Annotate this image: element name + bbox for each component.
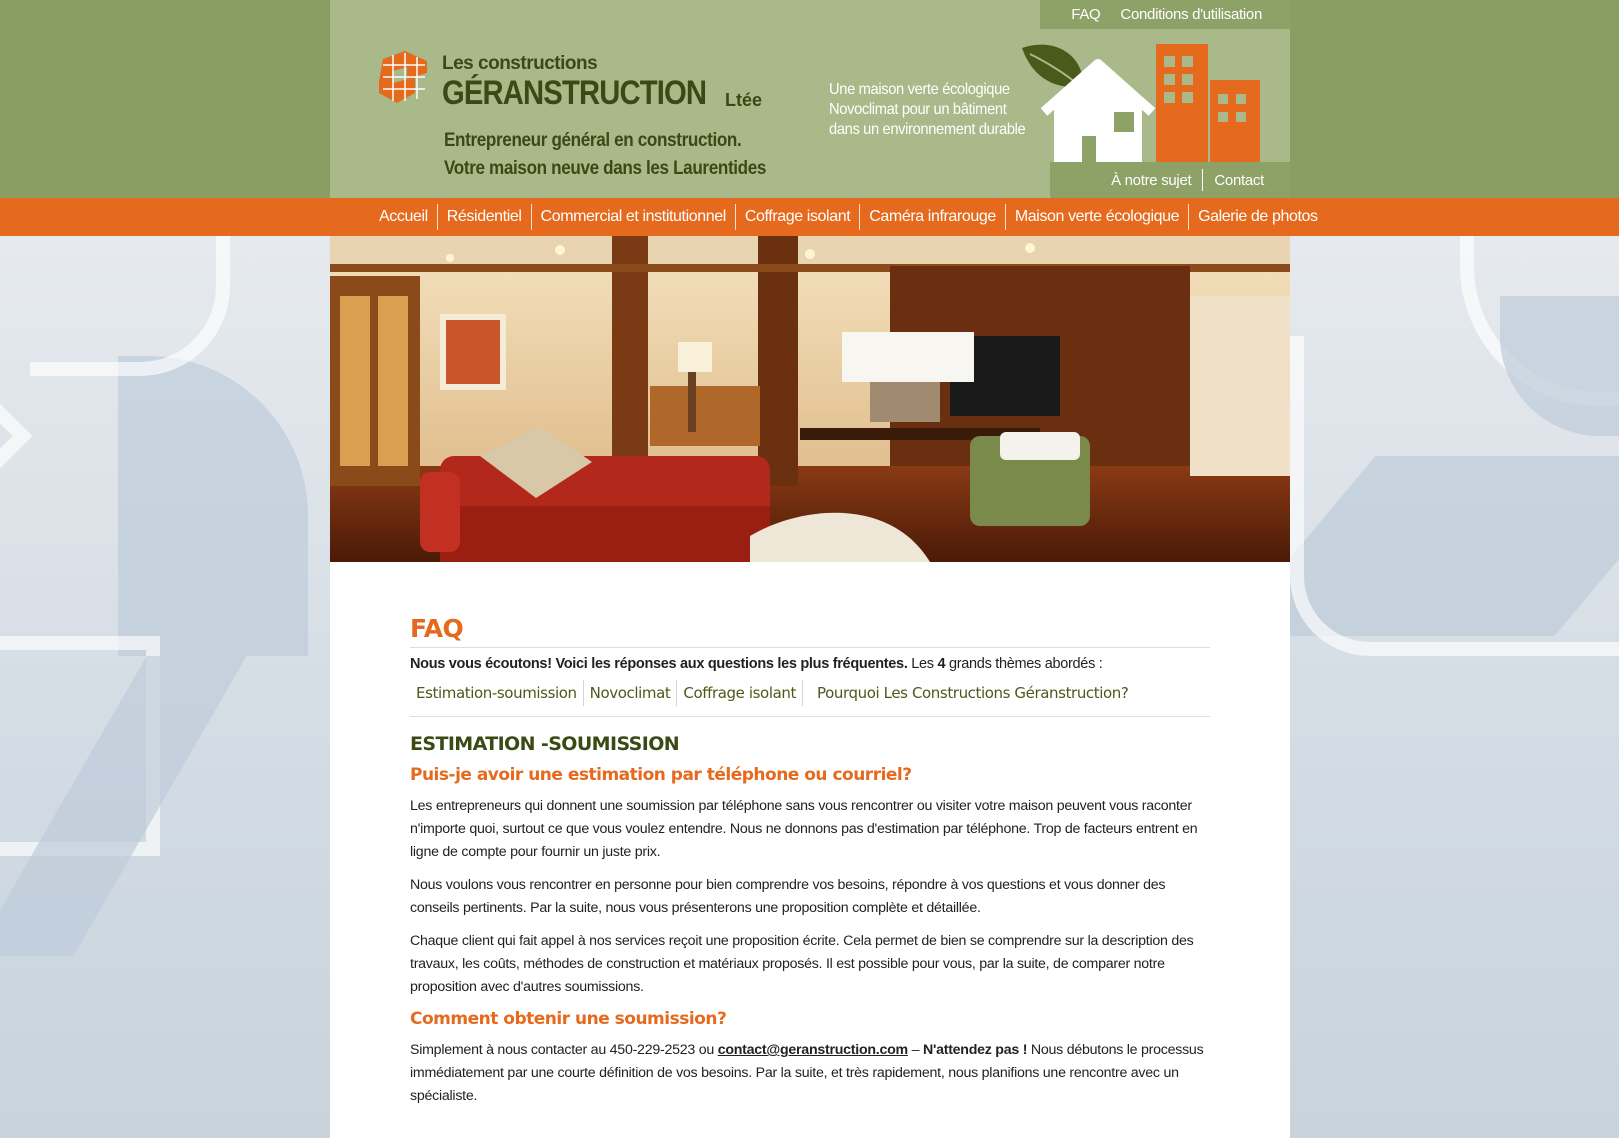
company-logo-icon[interactable] — [375, 49, 431, 105]
header-tagline — [444, 127, 766, 183]
answer-bold: N'attendez pas ! — [922, 1042, 1028, 1058]
top-link-conditions[interactable]: Conditions d'utilisation — [1120, 6, 1262, 23]
intro-pre: Les — [907, 656, 938, 672]
nav-item-coffrage[interactable]: Coffrage isolant — [735, 204, 859, 230]
theme-link-coffrage[interactable]: Coffrage isolant — [677, 680, 803, 706]
question-title: Puis-je avoir une estimation par téléphone ou courriel? — [410, 765, 912, 785]
answer-post: Nous débutons le processus immédiatement par une courte définition de vos besoins. Par la suite, et très rapidement, nous planifions une rencontre avec un spécialiste. — [410, 1042, 1204, 1104]
theme-link-novoclimat[interactable]: Novoclimat — [584, 680, 678, 706]
intro-text — [410, 656, 1210, 672]
answer-paragraph — [410, 1039, 1210, 1108]
top-links-bar — [1040, 0, 1290, 29]
green-line-2: Novoclimat pour un bâtiment — [829, 101, 1007, 118]
nav-item-accueil[interactable]: Accueil — [379, 208, 428, 225]
tagline-line-2: Votre maison neuve dans les Laurentides — [444, 158, 767, 179]
green-line-3: dans un environnement durable — [829, 121, 1026, 138]
answer-paragraph: Les entrepreneurs qui donnent une soumission par téléphone sans vous rencontrer ou visiter votre maison peuvent vous raconter n'importe quoi, surtout ce que vous voulez entendre. Nous ne donnons pas d'estimation par téléphone. Trop de facteurs entrent en ligne de compte pour fournir un juste prix. — [410, 798, 1198, 860]
top-link-faq[interactable]: FAQ — [1071, 6, 1101, 23]
green-house-icon — [1020, 42, 1270, 164]
page-wrapper — [330, 0, 1318, 1104]
answer-dash: – — [907, 1042, 923, 1058]
nav-item-camera[interactable]: Caméra infrarouge — [859, 204, 1005, 230]
nav-item-residentiel[interactable]: Résidentiel — [437, 204, 531, 230]
answer-pre: Simplement à nous contacter au 450-229-2523 ou — [410, 1042, 718, 1058]
nav-item-commercial[interactable]: Commercial et institutionnel — [531, 204, 735, 230]
page-title: FAQ — [410, 614, 1210, 648]
green-house-text — [829, 80, 1025, 140]
theme-link-estimation[interactable]: Estimation-soumission — [410, 680, 584, 706]
theme-link-pourquoi[interactable]: Pourquoi Les Constructions Géranstruction? — [817, 684, 1129, 702]
intro-bold: Nous vous écoutons! Voici les réponses aux questions les plus fréquentes. — [410, 656, 908, 672]
answer-paragraph: Nous voulons vous rencontrer en personne pour bien comprendre vos besoins, répondre à vos questions et vous donner des conseils pertinents. Par la suite, nous vous présenterons une proposition complète et détaillée. — [410, 877, 1166, 916]
question-title: Comment obtenir une soumission? — [410, 1009, 727, 1029]
theme-links — [410, 680, 1210, 717]
logo-name: GÉRANSTRUCTION — [442, 74, 707, 112]
bottom-links-bar — [1050, 162, 1290, 198]
tagline-line-1: Entrepreneur général en construction. — [444, 130, 742, 151]
section-title-estimation: ESTIMATION -SOUMISSION — [410, 733, 680, 755]
main-nav — [330, 198, 1318, 236]
nav-item-galerie[interactable]: Galerie de photos — [1188, 204, 1327, 230]
green-line-1: Une maison verte écologique — [829, 81, 1010, 98]
hero-living-room-image — [330, 236, 1290, 562]
intro-post: grands thèmes abordés : — [945, 656, 1103, 672]
contact-email-link[interactable]: contact@geranstruction.com — [717, 1042, 908, 1058]
link-separator — [1202, 169, 1203, 191]
link-contact[interactable]: Contact — [1214, 171, 1264, 189]
answer-paragraph: Chaque client qui fait appel à nos services reçoit une proposition écrite. Cela permet de bien se comprendre sur la description des travaux, les coûts, méthodes de construction et matériaux proposés. Il est possible pour vous, par la suite, de comparer notre proposition avec d'autres soumissions. — [410, 933, 1194, 995]
logo-suffix: Ltée — [725, 90, 763, 110]
intro-count: 4 — [937, 656, 946, 672]
main-content — [330, 562, 1290, 1138]
nav-item-maison-verte[interactable]: Maison verte écologique — [1005, 204, 1188, 230]
site-header — [330, 0, 1290, 198]
link-about[interactable]: À notre sujet — [1111, 171, 1192, 189]
logo-subtitle: Les constructions — [442, 53, 598, 74]
